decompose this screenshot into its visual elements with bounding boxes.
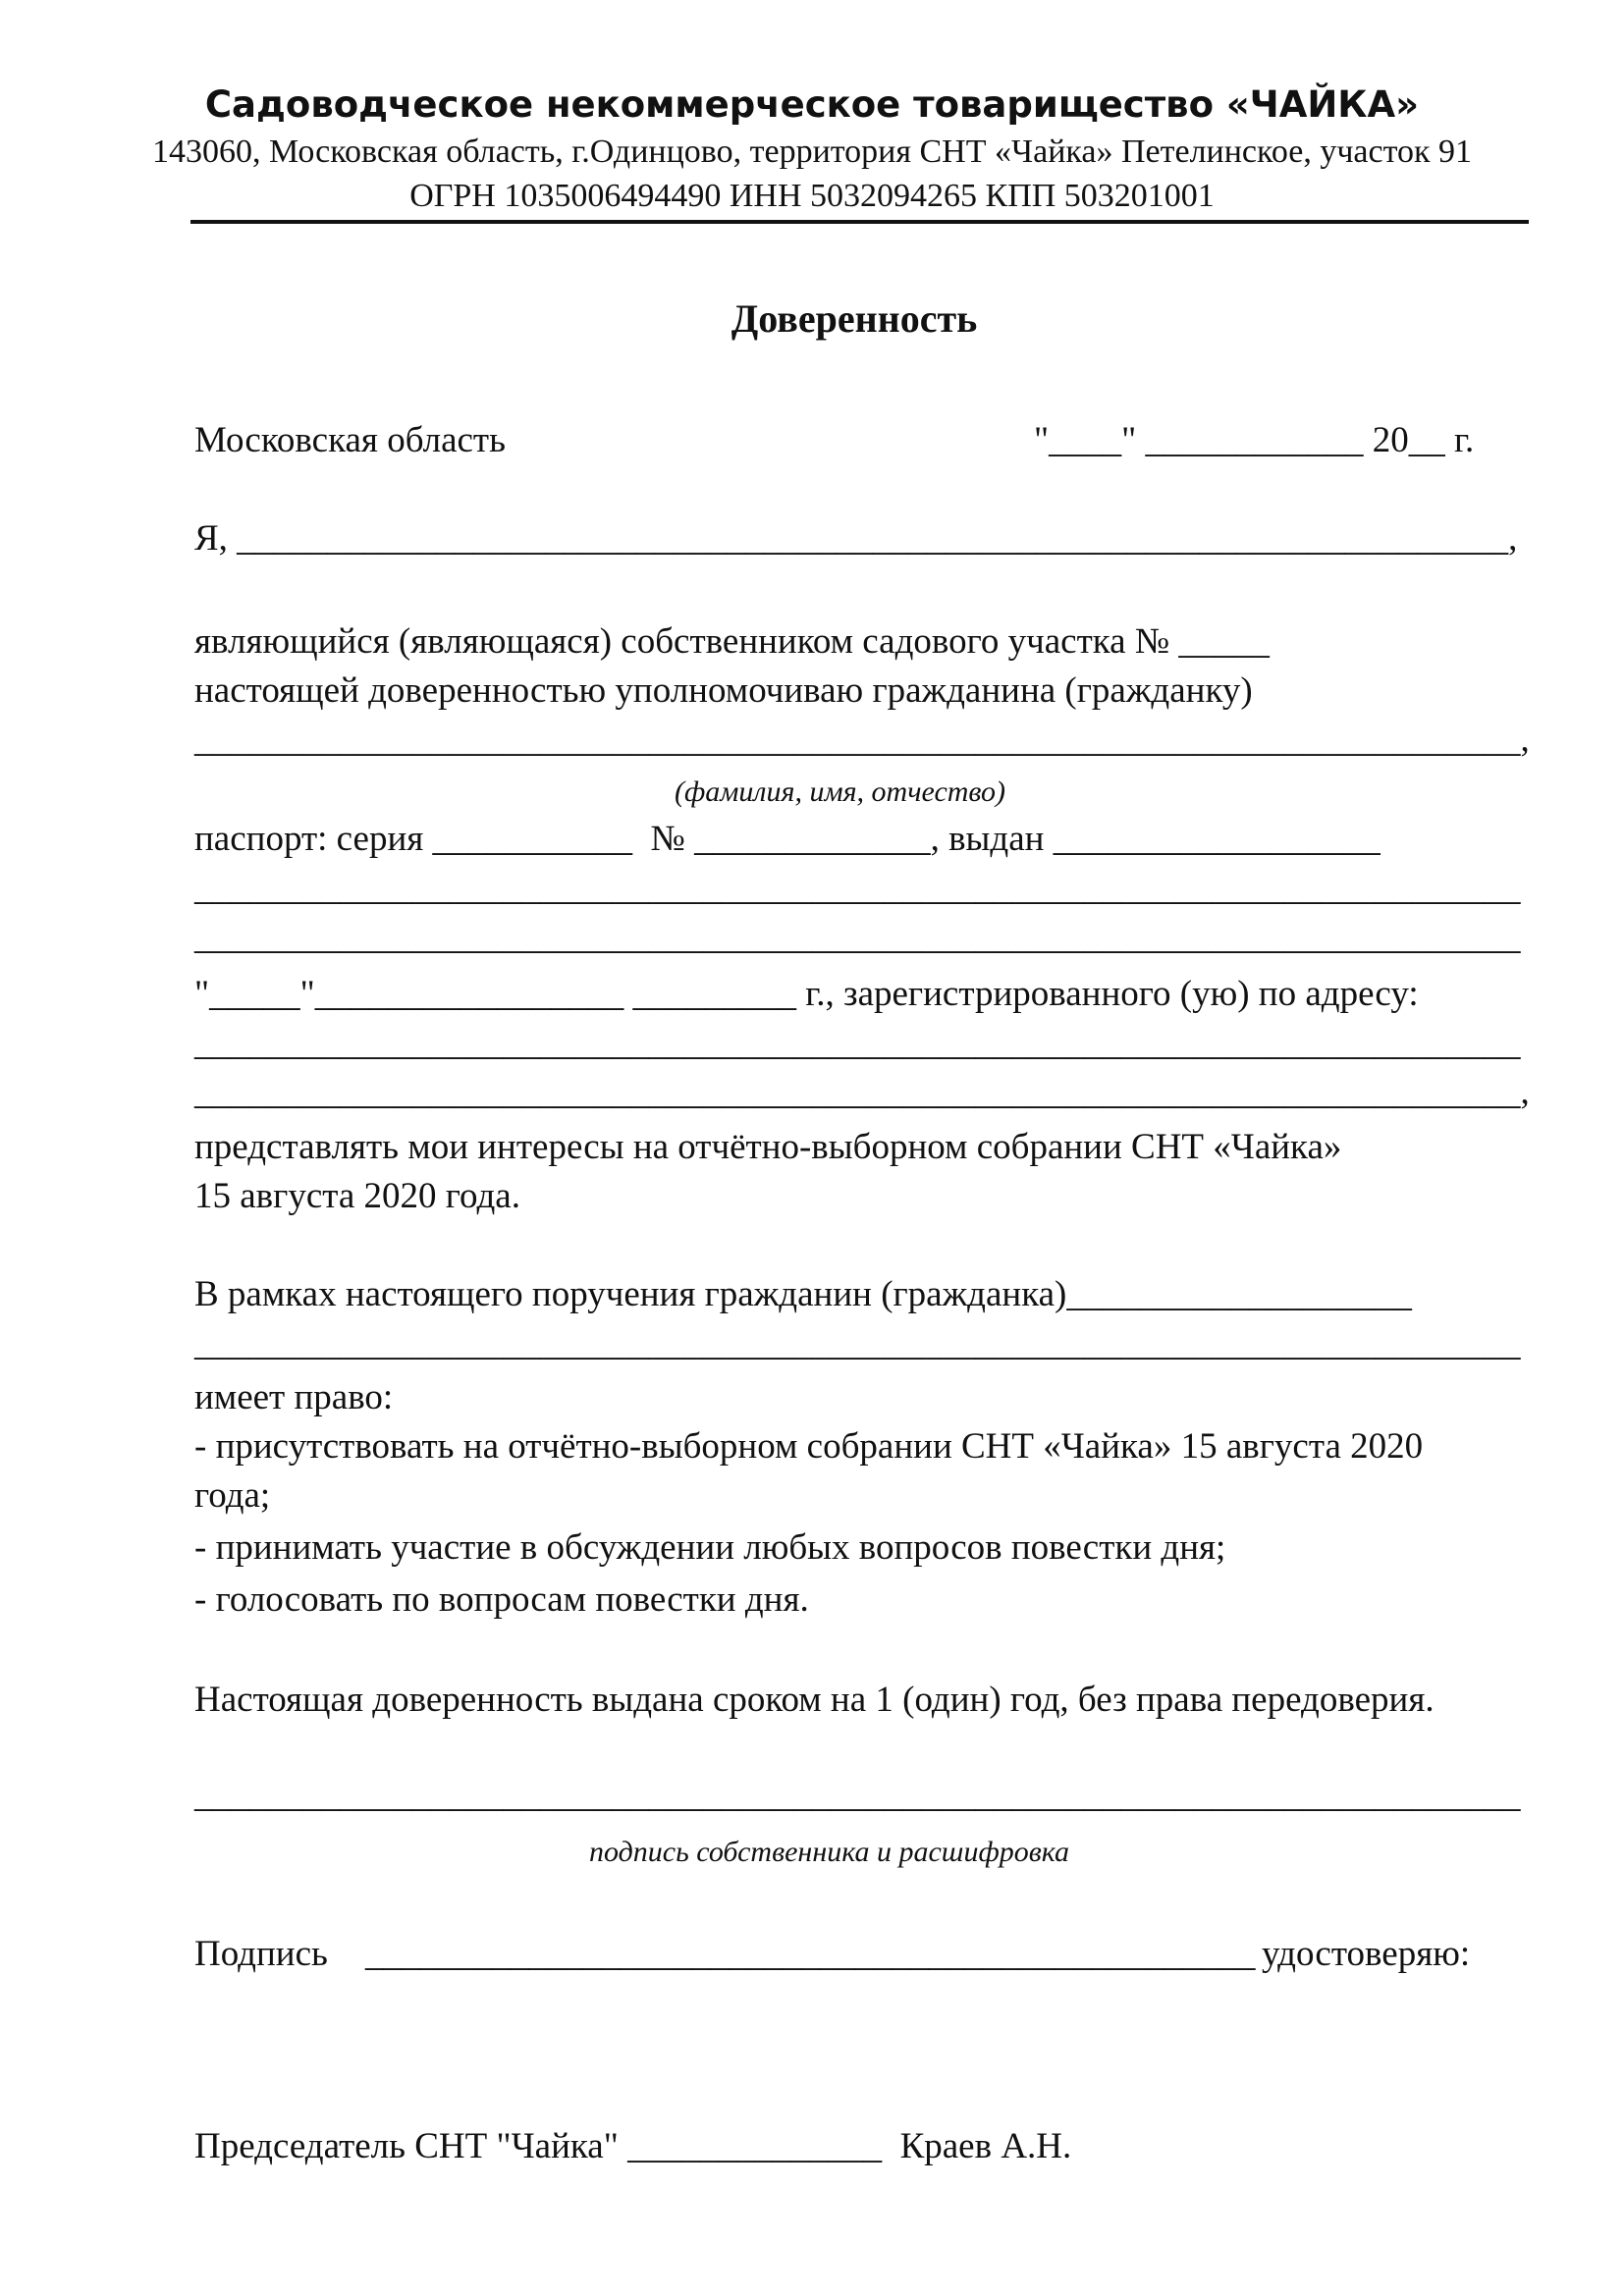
document-title: Доверенность <box>731 296 978 341</box>
attorney-name-line: _________________________________________________________________________, <box>194 720 1530 760</box>
right-3: - голосовать по вопросам повестки дня. <box>194 1579 809 1620</box>
issued-by-line-1: _________________________________________________________________________ <box>194 868 1521 908</box>
issued-by-line-2: _________________________________________________________________________ <box>194 917 1521 957</box>
passport-line: паспорт: серия ___________ № _____________, выдан __________________ <box>194 819 1380 859</box>
header-divider <box>190 220 1529 224</box>
organization-address: 143060, Московская область, г.Одинцово, территория СНТ «Чайка» Петелинское, участок 91 <box>151 133 1473 170</box>
scope-line-2: _________________________________________________________________________ <box>194 1323 1521 1363</box>
validity-text: Настоящая доверенность выдана сроком на 1 (один) год, без права передоверия. <box>194 1680 1435 1720</box>
organization-name: Садоводческое некоммерческое товарищество «ЧАЙКА» <box>204 83 1420 126</box>
address-line-1: _________________________________________________________________________ <box>194 1023 1521 1063</box>
authorize-line: настоящей доверенностью уполномочиваю гражданина (гражданку) <box>194 670 1253 711</box>
owner-signature-line: _________________________________________________________________________ <box>194 1775 1521 1815</box>
scope-line-1: В рамках настоящего поручения гражданин (гражданка)___________________ <box>194 1274 1412 1314</box>
place-text: Московская область <box>194 420 506 460</box>
purpose-line-1: представлять мои интересы на отчётно-выборном собрании СНТ «Чайка» <box>194 1127 1342 1167</box>
right-1-line-2: года; <box>194 1475 271 1516</box>
grantor-line: Я, ______________________________________________________________________, <box>194 518 1518 559</box>
certify-label: Подпись <box>194 1934 328 1974</box>
right-2: - принимать участие в обсуждении любых вопросов повестки дня; <box>194 1527 1226 1568</box>
purpose-line-2: 15 августа 2020 года. <box>194 1176 520 1216</box>
organization-requisites: ОГРН 1035006494490 ИНН 5032094265 КПП 503201001 <box>409 178 1215 214</box>
certify-suffix: удостоверяю: <box>1262 1934 1471 1974</box>
owner-signature-caption: подпись собственника и расшифровка <box>589 1836 1070 1868</box>
date-line: "____" ____________ 20__ г. <box>1034 420 1475 460</box>
rights-intro: имеет право: <box>194 1377 394 1417</box>
owner-line: являющийся (являющаяся) собственником садового участка № _____ <box>194 621 1270 662</box>
attorney-name-caption: (фамилия, имя, отчество) <box>675 775 1006 808</box>
right-1-line-1: - присутствовать на отчётно-выборном собрании СНТ «Чайка» 15 августа 2020 <box>194 1426 1424 1467</box>
address-line-2: _________________________________________________________________________, <box>194 1072 1530 1112</box>
chairman-line: Председатель СНТ "Чайка" ______________ Краев А.Н. <box>194 2126 1072 2166</box>
issue-date-line: "_____"_________________ _________ г., зарегистрированного (ую) по адресу: <box>194 974 1419 1014</box>
certify-signature-line: _________________________________________________ <box>365 1934 1256 1974</box>
